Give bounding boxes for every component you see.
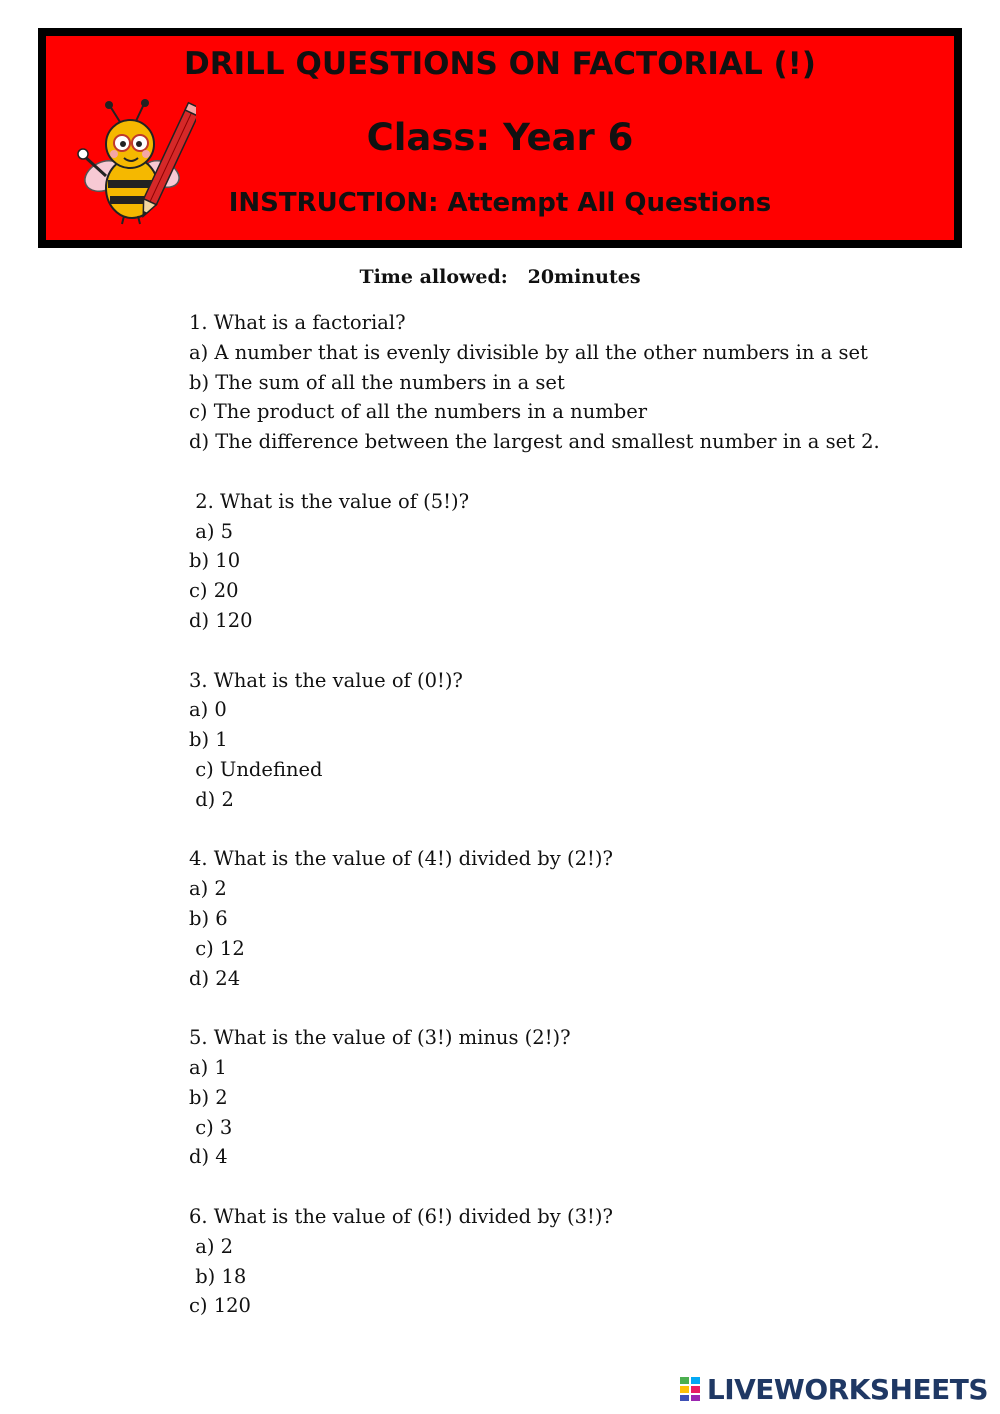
liveworksheets-logo-icon [679, 1376, 701, 1402]
question-6 [189, 1202, 979, 1321]
question-text: 1. What is a factorial? [189, 311, 406, 334]
liveworksheets-brand: LIVEWORKSHEETS [706, 1372, 988, 1406]
option-b: b) 2 [189, 1085, 228, 1109]
option-c: c) 12 [189, 936, 245, 960]
option-c: c) 20 [189, 579, 239, 603]
header-banner [38, 28, 962, 248]
question-text: 4. What is the value of (4!) divided by (2!)? [189, 847, 613, 871]
option-b: b) The sum of all the numbers in a set [189, 370, 565, 394]
option-d: d) 24 [189, 966, 241, 990]
option-a: a) 2 [189, 877, 227, 901]
option-c: c) 120 [189, 1294, 251, 1318]
option-a: a) 1 [189, 1055, 227, 1079]
option-b: b) 1 [189, 728, 228, 752]
option-c: c) 3 [189, 1115, 233, 1139]
option-a: a) 2 [189, 1234, 234, 1258]
question-4 [189, 844, 979, 993]
option-b: b) 10 [189, 549, 241, 573]
option-d: d) The difference between the largest and smallest number in a set 2. [189, 430, 880, 454]
question-text: 6. What is the value of (6!) divided by (3!)? [189, 1204, 613, 1228]
question-2 [189, 487, 979, 636]
option-d: d) 2 [189, 787, 234, 811]
option-d: d) 120 [189, 608, 253, 632]
questions-list [189, 308, 979, 1351]
option-a: a) 0 [189, 698, 227, 722]
question-5 [189, 1023, 979, 1172]
option-d: d) 4 [189, 1145, 228, 1169]
class-label: Class: Year 6 [366, 116, 634, 159]
worksheet-title: DRILL QUESTIONS ON FACTORIAL (!) [184, 46, 816, 82]
time-allowed: Time allowed: 20minutes [359, 266, 641, 288]
option-c: c) Undefined [189, 757, 323, 781]
question-text: 3. What is the value of (0!)? [189, 668, 463, 692]
question-1 [189, 308, 979, 457]
liveworksheets-footer [679, 1372, 988, 1406]
question-3 [189, 666, 979, 815]
option-a: a) 5 [189, 519, 234, 543]
instruction-text: INSTRUCTION: Attempt All Questions [228, 188, 772, 218]
option-b: b) 6 [189, 906, 228, 930]
option-b: b) 18 [189, 1264, 247, 1288]
header-banner-inner [46, 36, 954, 240]
option-a: a) A number that is evenly divisible by all the other numbers in a set [189, 340, 868, 364]
option-c: c) The product of all the numbers in a number [189, 400, 648, 424]
question-text: 5. What is the value of (3!) minus (2!)? [189, 1026, 571, 1050]
question-text: 2. What is the value of (5!)? [189, 489, 470, 513]
